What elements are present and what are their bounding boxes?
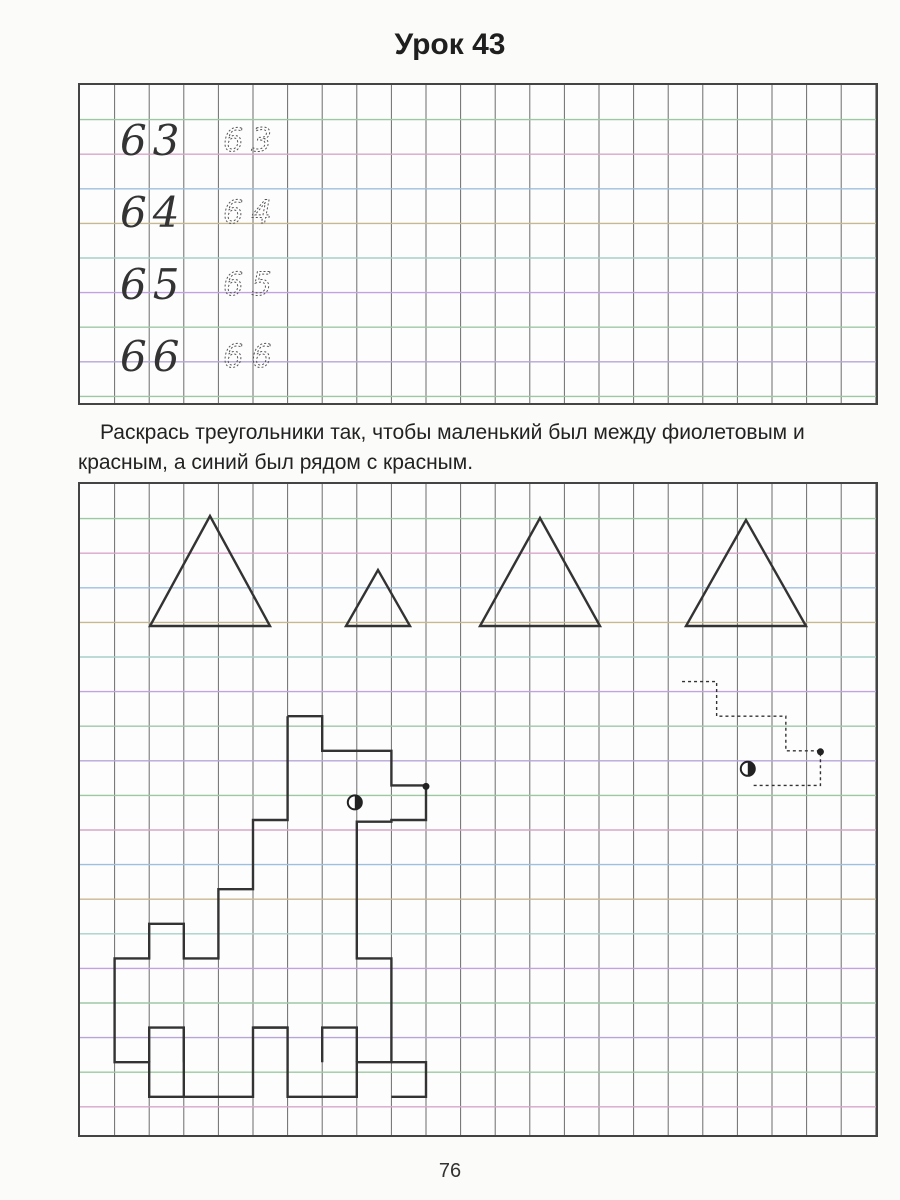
task-instruction: Раскрась треугольники так, чтобы маленький был между фиолетовым и красным, а синий был рядом с красным. [78,421,805,474]
sample-number: 64 [120,188,186,237]
lesson-title: Урок 43 [394,28,506,61]
trace-number: 65 [223,265,280,303]
trace-number: 64 [223,193,280,231]
figure-nose-dot [423,783,430,790]
sample-number: 65 [120,260,186,309]
drawing-grid-lines [80,484,876,1135]
large-triangle[interactable] [686,520,806,626]
number-writing-grid [78,83,878,405]
small-triangle[interactable] [346,570,410,626]
sample-number: 63 [120,116,186,165]
drawing-grid [78,482,878,1137]
large-triangle[interactable] [150,516,270,626]
page-number: 76 [438,1160,462,1182]
sample-number: 66 [120,332,186,381]
trace-number: 63 [223,121,280,159]
number-grid-lines [80,85,876,403]
drawing-grid-canvas [80,484,876,1135]
figure-leg-line [391,1062,426,1097]
large-triangle[interactable] [480,518,600,626]
stepped-figure [115,716,426,1097]
copy-nose-dot [817,748,824,755]
figure-leg-line [322,1028,357,1063]
number-grid-canvas [80,85,876,403]
figure-leg-line [149,1028,184,1063]
trace-number: 66 [223,337,280,375]
